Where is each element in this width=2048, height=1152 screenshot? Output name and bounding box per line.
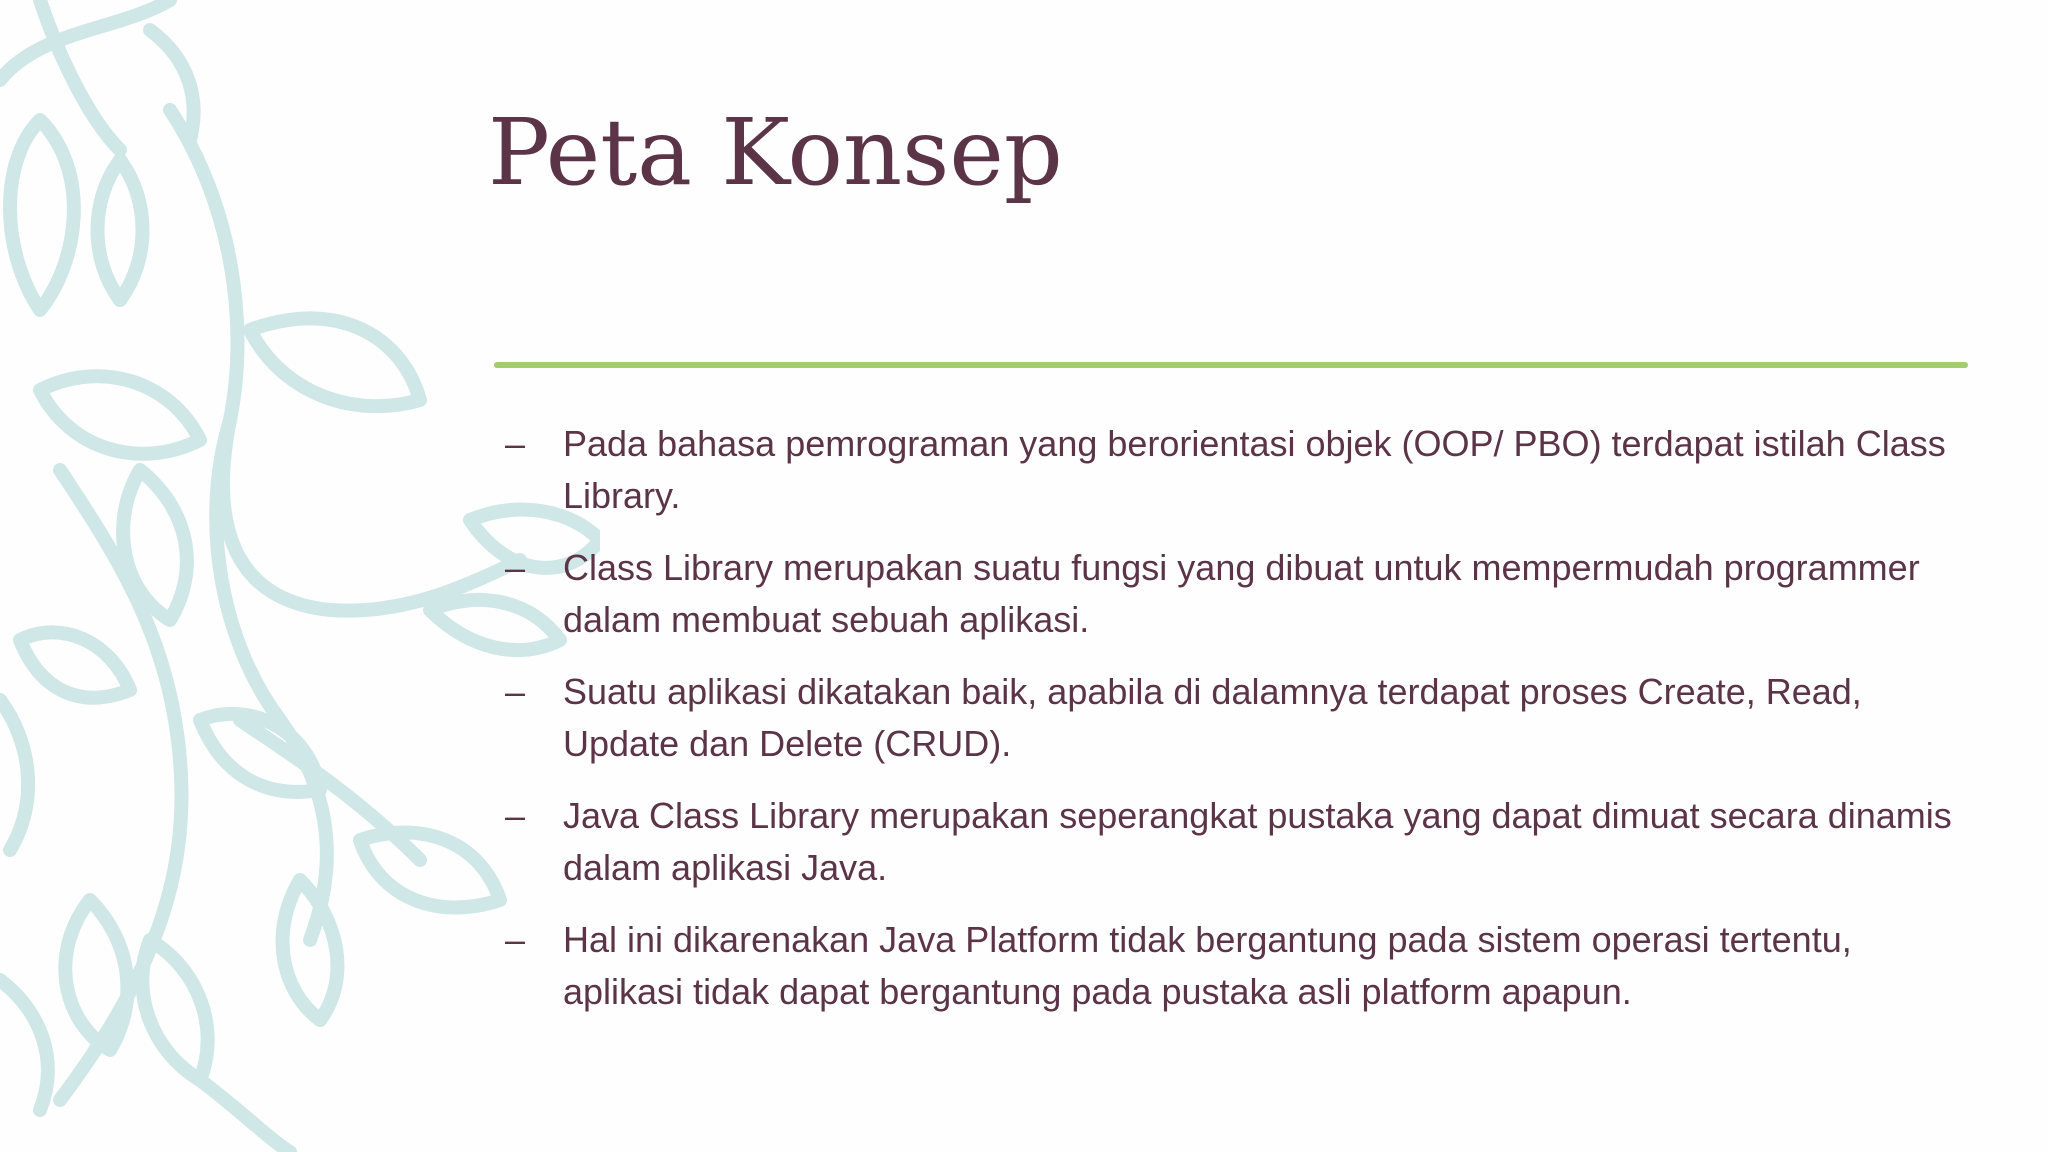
- list-item: [505, 666, 1965, 770]
- list-item: [505, 542, 1965, 646]
- bullet-text: Suatu aplikasi dikatakan baik, apabila di dalamnya terdapat proses Create, Read, Update dan Delete (CRUD).: [563, 671, 1862, 764]
- bullet-text: Hal ini dikarenakan Java Platform tidak bergantung pada sistem operasi tertentu, aplikasi tidak dapat bergantung pada pustaka asli platform apapun.: [563, 919, 1852, 1012]
- slide-title: Peta Konsep: [488, 99, 1063, 206]
- bullet-text: Class Library merupakan suatu fungsi yang dibuat untuk mempermudah programmer dalam membuat sebuah aplikasi.: [563, 547, 1920, 640]
- bullet-marker: –: [505, 919, 526, 960]
- title-divider: [494, 362, 1968, 368]
- bullet-list: [505, 418, 1965, 1038]
- list-item: [505, 790, 1965, 894]
- bullet-marker: –: [505, 671, 526, 712]
- bullet-text: Pada bahasa pemrograman yang berorientasi objek (OOP/ PBO) terdapat istilah Class Library.: [563, 423, 1946, 516]
- list-item: [505, 914, 1965, 1018]
- bullet-marker: –: [505, 547, 526, 588]
- bullet-text: Java Class Library merupakan seperangkat pustaka yang dapat dimuat secara dinamis dalam aplikasi Java.: [563, 795, 1952, 888]
- list-item: [505, 418, 1965, 522]
- bullet-marker: –: [505, 795, 526, 836]
- bullet-marker: –: [505, 423, 526, 464]
